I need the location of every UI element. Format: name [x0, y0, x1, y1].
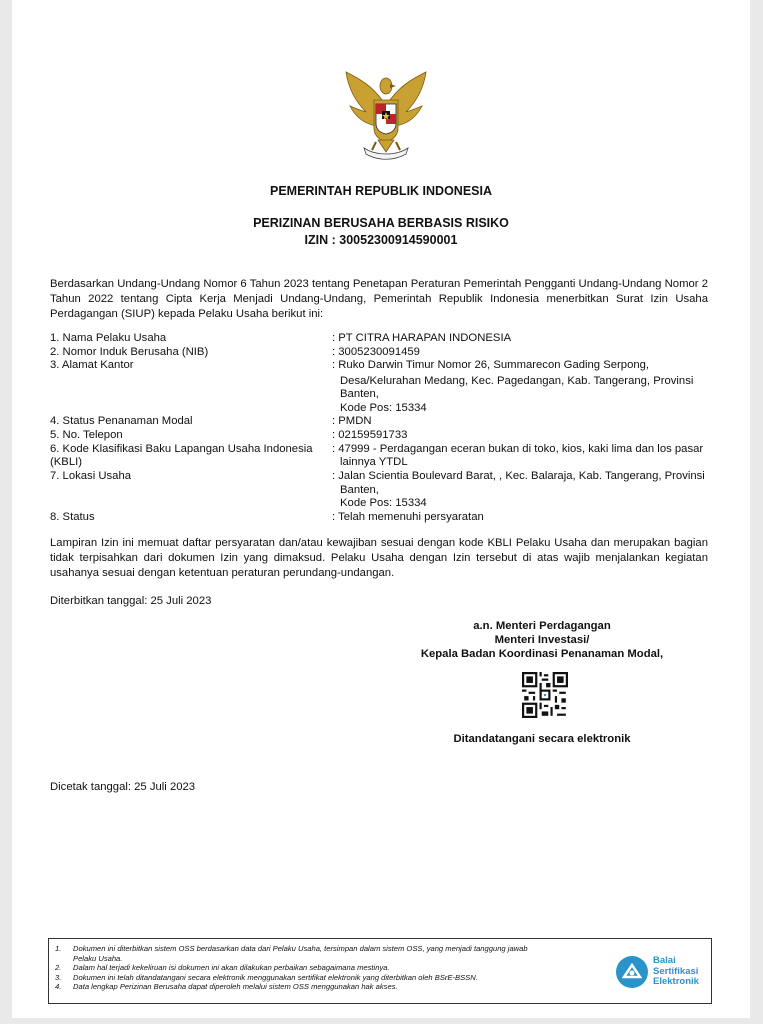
- bsre-text: [653, 956, 699, 988]
- document-page: [12, 0, 750, 1018]
- field-value-line: lainnya YTDL: [340, 456, 408, 468]
- footer-note: [55, 963, 543, 973]
- field-value-line: Kode Pos: 15334: [340, 402, 427, 414]
- footer-note: [55, 944, 543, 963]
- field-label: 3. Alamat Kantor: [50, 359, 134, 371]
- government-title: PEMERINTAH REPUBLIK INDONESIA: [269, 184, 492, 198]
- footer-note: [55, 982, 543, 992]
- signature-line-3: Kepala Badan Koordinasi Penanaman Modal,: [420, 648, 664, 660]
- footer-note: [55, 972, 543, 983]
- bsre-line: Balai: [653, 955, 676, 966]
- field-label-line: (KBLI): [50, 456, 83, 468]
- field-value: : PT CITRA HARAPAN INDONESIA: [332, 332, 512, 344]
- footer-notes-box: [48, 938, 712, 1004]
- note-text: Dokumen ini telah ditandatangani secara elektronik menggunakan sertifikat elektronik yang diterbitkan oleh BSrE-BSSN.: [73, 972, 478, 982]
- note-number: 2.: [55, 963, 62, 973]
- printed-date: Dicetak tanggal: 25 Juli 2023: [50, 781, 196, 793]
- note-text: Dalam hal terjadi kekeliruan isi dokumen ini akan dilakukan perbaikan sebagaimana mestinya.: [73, 963, 390, 973]
- field-label: 2. Nomor Induk Berusaha (NIB): [50, 346, 209, 358]
- note-number: 1.: [55, 944, 62, 953]
- lampiran-paragraph: Lampiran Izin ini memuat daftar persyaratan dan/atau kewajiban sesuai dengan kode KBLI Pelaku Usaha dan merupakan bagian tidak terpisahkan dari dokumen Izin yang dimaksud. Pelaku Usaha dengan Izin tersebut di atas wajib menjalankan kegiatan usahanya sesuai dengan ketentuan peraturan perundang-undangan.: [50, 537, 708, 579]
- field-value: : 47999 - Perdagangan eceran bukan di toko, kios, kaki lima dan los pasar: [332, 443, 704, 455]
- field-value-line: Kode Pos: 15334: [340, 497, 427, 509]
- issued-date: Diterbitkan tanggal: 25 Juli 2023: [50, 595, 212, 607]
- note-text: Dokumen ini diterbitkan sistem OSS berdasarkan data dari Pelaku Usaha, tersimpan dalam sistem OSS, yang menjadi tanggung jawab Pelaku Usaha.: [73, 944, 528, 963]
- signature-line-2: Menteri Investasi/: [494, 634, 590, 646]
- bsre-logo: [613, 951, 711, 995]
- field-label: 8. Status: [50, 511, 95, 523]
- intro-paragraph: Berdasarkan Undang-Undang Nomor 6 Tahun 2023 tentang Penetapan Peraturan Pemerintah Pengganti Undang-Undang Nomor 2 Tahun 2022 tentang Cipta Kerja Menjadi Undang-Undang, Pemerintah Republik Indonesia menerbitkan Surat Izin Usaha Perdagangan (SIUP) kepada Pelaku Usaha berikut ini:: [50, 278, 708, 320]
- qr-code-icon: [522, 672, 568, 718]
- signature-line-1: a.n. Menteri Perdagangan: [473, 620, 611, 632]
- bsre-line: Sertifikasi: [653, 965, 699, 977]
- field-label: 5. No. Telepon: [50, 429, 123, 441]
- field-value: : PMDN: [332, 415, 372, 427]
- field-value: : Telah memenuhi persyaratan: [332, 511, 484, 523]
- field-value: : Ruko Darwin Timur Nomor 26, Summarecon Gading Serpong,: [332, 359, 650, 371]
- field-label: 6. Kode Klasifikasi Baku Lapangan Usaha Indonesia: [50, 443, 313, 455]
- field-value: : 02159591733: [332, 429, 408, 441]
- izin-number: IZIN : 30052300914590001: [304, 233, 458, 247]
- field-label: 7. Lokasi Usaha: [50, 470, 132, 482]
- bsre-line: Elektronik: [653, 976, 699, 987]
- field-label: 4. Status Penanaman Modal: [50, 415, 193, 427]
- footer-notes-list: [49, 939, 543, 992]
- field-value: : Jalan Scientia Boulevard Barat, , Kec. Balaraja, Kab. Tangerang, Provinsi: [332, 470, 705, 482]
- field-value: : 3005230091459: [332, 346, 420, 358]
- bsre-logo-icon: [615, 955, 649, 989]
- garuda-emblem-icon: [336, 66, 436, 166]
- field-value-line: Desa/Kelurahan Medang, Kec. Pagedangan, Kab. Tangerang, Provinsi: [340, 375, 694, 387]
- field-value-line: Banten,: [340, 388, 379, 400]
- note-number: 4.: [55, 982, 62, 992]
- note-text: Data lengkap Perizinan Berusaha dapat diperoleh melalui sistem OSS menggunakan hak akses.: [73, 982, 398, 992]
- field-value-line: Banten,: [340, 484, 379, 496]
- document-title: PERIZINAN BERUSAHA BERBASIS RISIKO: [253, 216, 509, 230]
- note-number: 3.: [55, 972, 62, 982]
- signed-electronically: Ditandatangani secara elektronik: [453, 733, 631, 745]
- field-label: 1. Nama Pelaku Usaha: [50, 332, 167, 344]
